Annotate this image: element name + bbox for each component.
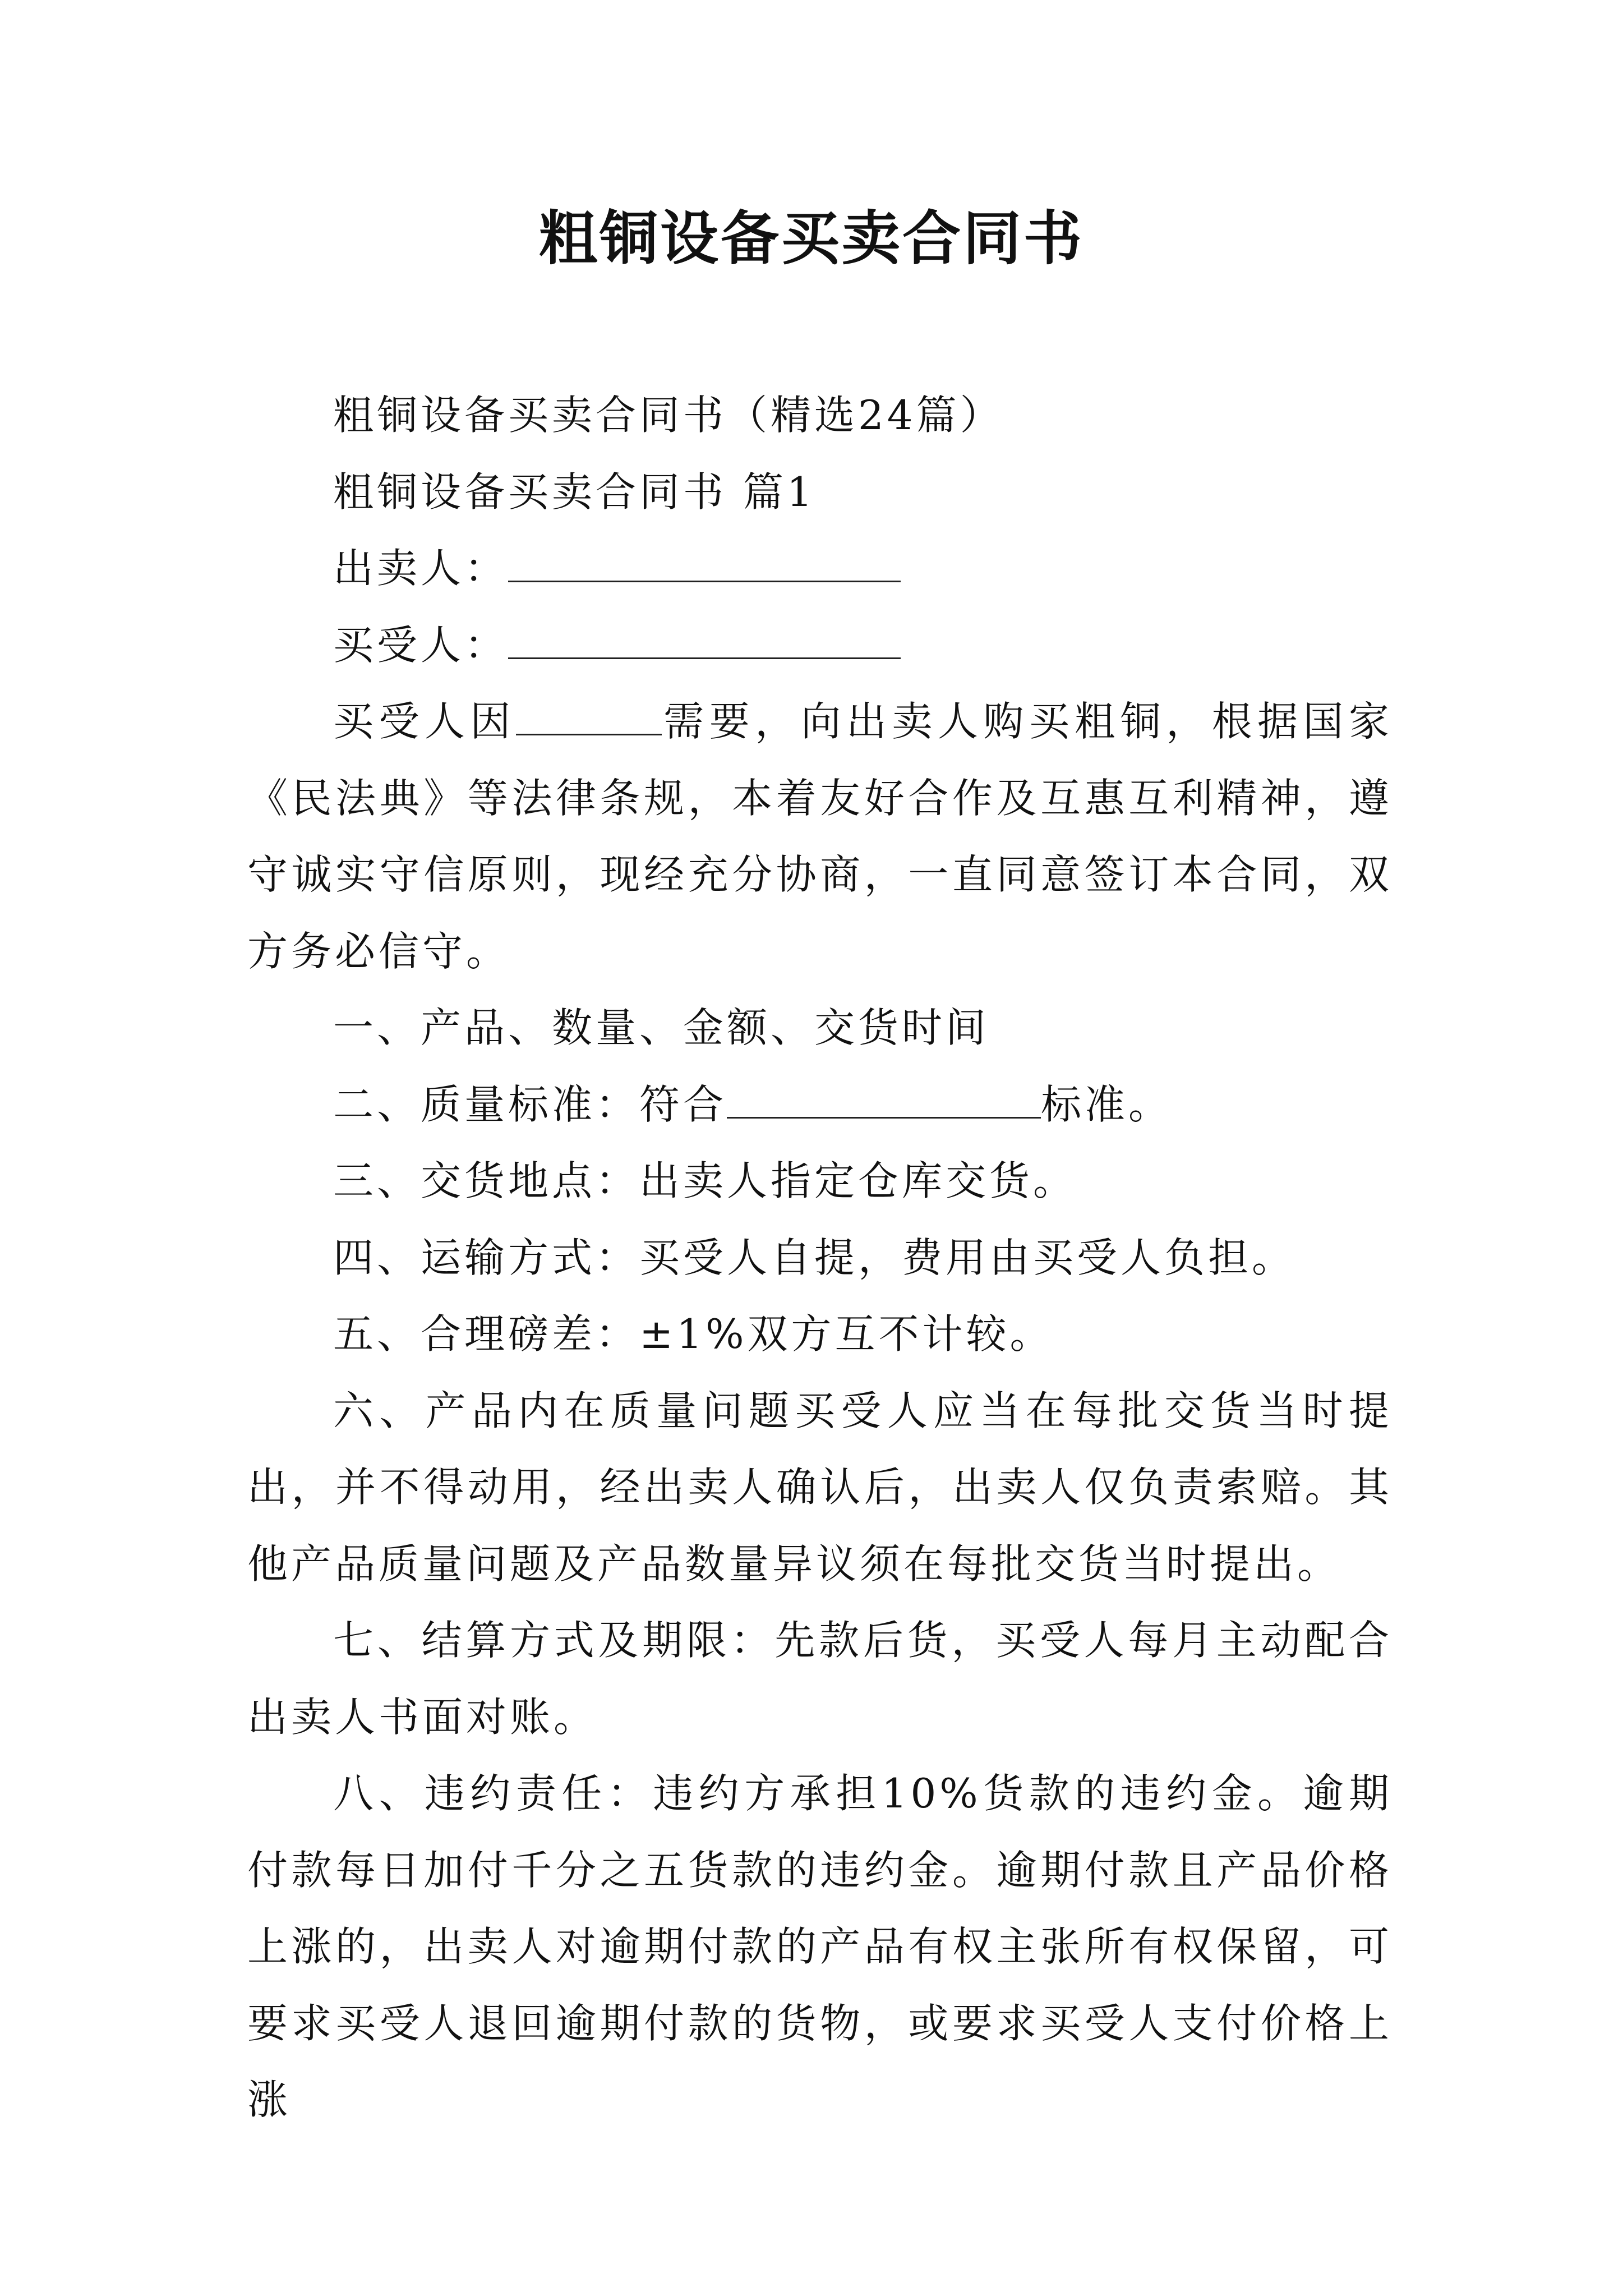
seller-label: 出卖人： xyxy=(333,545,509,592)
buyer-line xyxy=(247,607,1393,684)
clause-3: 三、交货地点：出卖人指定仓库交货。 xyxy=(333,1157,1077,1204)
standard-blank xyxy=(727,1083,1041,1119)
clause-2-text-a: 二、质量标准：符合 xyxy=(333,1080,727,1128)
clause-5: 五、合理磅差：±1%双方互不计较。 xyxy=(333,1310,1054,1358)
seller-blank xyxy=(508,547,901,582)
purpose-blank xyxy=(516,700,662,735)
intro-paragraph xyxy=(247,683,1393,990)
clause-2 xyxy=(247,1066,1393,1143)
part-heading: 粗铜设备买卖合同书 篇1 xyxy=(333,468,816,516)
seller-line xyxy=(247,530,1393,607)
clause-4: 四、运输方式：买受人自提，费用由买受人负担。 xyxy=(333,1234,1296,1281)
clause-7: 七、结算方式及期限：先款后货，买受人每月主动配合出卖人书面对账。 xyxy=(247,1617,1393,1741)
buyer-blank xyxy=(508,624,901,659)
clause-6: 六、产品内在质量问题买受人应当在每批交货当时提出，并不得动用，经出卖人确认后，出卖人仅负责索赔。其他产品质量问题及产品数量异议须在每批交货当时提出。 xyxy=(247,1387,1393,1588)
document-title: 粗铜设备买卖合同书 xyxy=(538,204,1084,273)
subtitle-paragraph: 粗铜设备买卖合同书（精选24篇） xyxy=(333,392,1004,439)
clause-2-text-b: 标准。 xyxy=(1041,1080,1173,1128)
intro-text-b: 需要，向出卖人购买粗铜，根据国家《民法典》等法律条规，本着友好合作及互惠互利精神，遵守诚实守信原则，现经充分协商，一直同意签订本合同，双方务必信守。 xyxy=(247,698,1393,975)
document-body xyxy=(247,377,1393,2138)
clause-1: 一、产品、数量、金额、交货时间 xyxy=(333,1004,990,1051)
buyer-label: 买受人： xyxy=(333,621,509,669)
intro-text-a: 买受人因 xyxy=(333,698,516,745)
clause-8: 八、违约责任：违约方承担10%货款的违约金。逾期付款每日加付千分之五货款的违约金。逾期付款且产品价格上涨的，出卖人对逾期付款的产品有权主张所有权保留，可要求买受人退回逾期付款的货物，或要求买受人支付价格上涨 xyxy=(247,1770,1393,2123)
